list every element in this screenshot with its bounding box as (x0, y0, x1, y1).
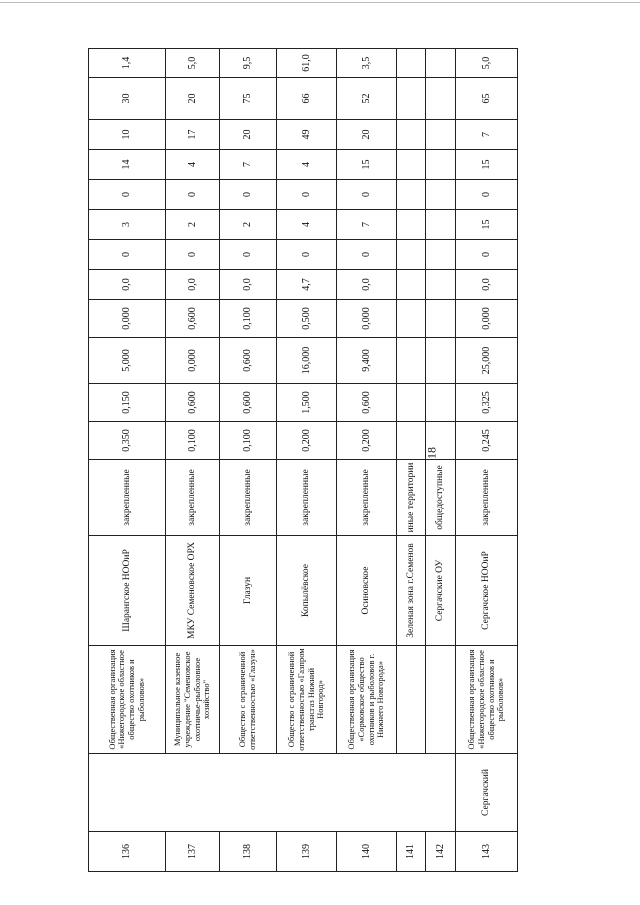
hunting-farm-cell: Глазун (220, 536, 277, 646)
value-10-cell: 20 (337, 120, 397, 150)
value-6-cell: 0 (337, 240, 397, 270)
value-10-cell: 49 (277, 120, 337, 150)
value-2-cell: 0,600 (337, 384, 397, 422)
top-scan-edge (0, 2, 640, 3)
organization-cell: Общество с ограниченной ответственностью «Газпром трансгаз Нижний Новгород» (277, 646, 337, 754)
value-9-cell: 15 (456, 150, 518, 180)
value-7-cell: 7 (337, 210, 397, 240)
value-8-cell (397, 180, 426, 210)
organization-cell: Муниципальное казенное учреждение "Семеновское охотничье-рыболовное хозяйство" (166, 646, 220, 754)
data-table (88, 48, 518, 872)
district-cell (426, 754, 456, 832)
hunting-farm-cell: Сергачское НООиР (456, 536, 518, 646)
value-5-cell: 4,7 (277, 270, 337, 300)
category-cell: общедоступные (426, 460, 456, 536)
value-11-cell (397, 78, 426, 120)
value-7-cell: 2 (220, 210, 277, 240)
value-5-cell (397, 270, 426, 300)
district-cell (220, 754, 277, 832)
value-4-cell: 0,000 (89, 300, 166, 338)
value-9-cell: 7 (220, 150, 277, 180)
value-10-cell (426, 120, 456, 150)
row-number-cell: 137 (166, 832, 220, 872)
organization-cell (426, 646, 456, 754)
district-cell (277, 754, 337, 832)
value-12-cell (397, 49, 426, 78)
organization-cell: Общественная организация «Сормовское общество охотников и рыболовов г. Нижнего Новгорода» (337, 646, 397, 754)
district-cell (397, 754, 426, 832)
value-10-cell: 20 (220, 120, 277, 150)
table-row (277, 49, 337, 872)
value-11-cell (426, 78, 456, 120)
value-4-cell: 0,000 (337, 300, 397, 338)
value-2-cell: 0,325 (456, 384, 518, 422)
row-number-cell: 140 (337, 832, 397, 872)
value-10-cell: 10 (89, 120, 166, 150)
value-1-cell (426, 422, 456, 460)
value-12-cell: 1,4 (89, 49, 166, 78)
value-1-cell: 0,100 (220, 422, 277, 460)
organization-cell: Общество с ограниченной ответственностью «Глазун» (220, 646, 277, 754)
table-row (166, 49, 220, 872)
value-6-cell: 0 (166, 240, 220, 270)
value-12-cell: 3,5 (337, 49, 397, 78)
page-number: 18 (424, 447, 439, 459)
table-row (397, 49, 426, 872)
category-cell: закрепленные (456, 460, 518, 536)
category-cell: закрепленные (166, 460, 220, 536)
value-3-cell: 5,000 (89, 338, 166, 384)
value-8-cell (426, 180, 456, 210)
hunting-farm-cell: Шарангское НООиР (89, 536, 166, 646)
value-11-cell: 65 (456, 78, 518, 120)
district-cell: Сергачский (456, 754, 518, 832)
row-number-cell: 136 (89, 832, 166, 872)
value-8-cell: 0 (166, 180, 220, 210)
value-9-cell: 15 (337, 150, 397, 180)
value-3-cell: 0,000 (166, 338, 220, 384)
value-9-cell (397, 150, 426, 180)
value-11-cell: 30 (89, 78, 166, 120)
value-6-cell (397, 240, 426, 270)
value-3-cell: 9,400 (337, 338, 397, 384)
value-2-cell: 0,150 (89, 384, 166, 422)
value-3-cell: 16,000 (277, 338, 337, 384)
value-11-cell: 20 (166, 78, 220, 120)
table-row (220, 49, 277, 872)
category-cell: закрепленные (337, 460, 397, 536)
value-3-cell (426, 338, 456, 384)
row-number-cell: 138 (220, 832, 277, 872)
table-row (426, 49, 456, 872)
value-4-cell: 0,100 (220, 300, 277, 338)
value-9-cell (426, 150, 456, 180)
value-1-cell: 0,200 (337, 422, 397, 460)
district-cell (166, 754, 220, 832)
value-12-cell: 5,0 (456, 49, 518, 78)
value-1-cell: 0,100 (166, 422, 220, 460)
value-7-cell (397, 210, 426, 240)
value-10-cell: 17 (166, 120, 220, 150)
value-12-cell: 5,0 (166, 49, 220, 78)
value-5-cell (426, 270, 456, 300)
value-9-cell: 14 (89, 150, 166, 180)
category-cell: иные территории (397, 460, 426, 536)
value-9-cell: 4 (166, 150, 220, 180)
value-2-cell: 1,500 (277, 384, 337, 422)
value-5-cell: 0,0 (220, 270, 277, 300)
value-6-cell: 0 (277, 240, 337, 270)
value-11-cell: 52 (337, 78, 397, 120)
value-1-cell (397, 422, 426, 460)
table-row (337, 49, 397, 872)
value-10-cell (397, 120, 426, 150)
value-9-cell: 4 (277, 150, 337, 180)
value-4-cell (397, 300, 426, 338)
value-6-cell: 0 (456, 240, 518, 270)
row-number-cell: 143 (456, 832, 518, 872)
value-4-cell: 0,500 (277, 300, 337, 338)
value-7-cell: 4 (277, 210, 337, 240)
category-cell: закрепленные (220, 460, 277, 536)
value-12-cell (426, 49, 456, 78)
category-cell: закрепленные (277, 460, 337, 536)
value-2-cell (397, 384, 426, 422)
hunting-farm-cell: МКУ Семеновское ОРХ (166, 536, 220, 646)
value-6-cell (426, 240, 456, 270)
value-8-cell: 0 (89, 180, 166, 210)
value-5-cell: 0,0 (456, 270, 518, 300)
table-row (89, 49, 166, 872)
value-8-cell: 0 (337, 180, 397, 210)
value-11-cell: 66 (277, 78, 337, 120)
hunting-farm-cell: Осиновское (337, 536, 397, 646)
category-cell: закрепленные (89, 460, 166, 536)
hunting-farm-cell: Копылёвское (277, 536, 337, 646)
value-5-cell: 0,0 (89, 270, 166, 300)
value-12-cell: 61,0 (277, 49, 337, 78)
value-7-cell: 15 (456, 210, 518, 240)
hunting-farm-cell: Сергачские ОУ (426, 536, 456, 646)
value-3-cell: 0,600 (220, 338, 277, 384)
value-2-cell (426, 384, 456, 422)
organization-cell (397, 646, 426, 754)
value-12-cell: 9,5 (220, 49, 277, 78)
value-10-cell: 7 (456, 120, 518, 150)
table-row (456, 49, 518, 872)
value-4-cell: 0,000 (456, 300, 518, 338)
value-5-cell: 0,0 (166, 270, 220, 300)
value-7-cell: 2 (166, 210, 220, 240)
value-1-cell: 0,350 (89, 422, 166, 460)
rotated-table-container (88, 48, 517, 872)
value-5-cell: 0,0 (337, 270, 397, 300)
value-1-cell: 0,245 (456, 422, 518, 460)
value-1-cell: 0,200 (277, 422, 337, 460)
hunting-farm-cell: Зеленая зона г.Семенов (397, 536, 426, 646)
row-number-cell: 141 (397, 832, 426, 872)
row-number-cell: 139 (277, 832, 337, 872)
value-8-cell: 0 (277, 180, 337, 210)
value-4-cell (426, 300, 456, 338)
district-cell (337, 754, 397, 832)
value-6-cell: 0 (89, 240, 166, 270)
row-number-cell: 142 (426, 832, 456, 872)
organization-cell: Общественная организация «Нижегородское областное общество охотников и рыболовов» (89, 646, 166, 754)
organization-cell: Общественная организация «Нижегородское областное общество охотников и рыболовов» (456, 646, 518, 754)
value-6-cell: 0 (220, 240, 277, 270)
value-8-cell: 0 (220, 180, 277, 210)
value-4-cell: 0,600 (166, 300, 220, 338)
district-cell (89, 754, 166, 832)
value-2-cell: 0,600 (220, 384, 277, 422)
value-3-cell (397, 338, 426, 384)
value-7-cell: 3 (89, 210, 166, 240)
value-7-cell (426, 210, 456, 240)
value-3-cell: 25,000 (456, 338, 518, 384)
value-2-cell: 0,600 (166, 384, 220, 422)
value-8-cell: 0 (456, 180, 518, 210)
value-11-cell: 75 (220, 78, 277, 120)
